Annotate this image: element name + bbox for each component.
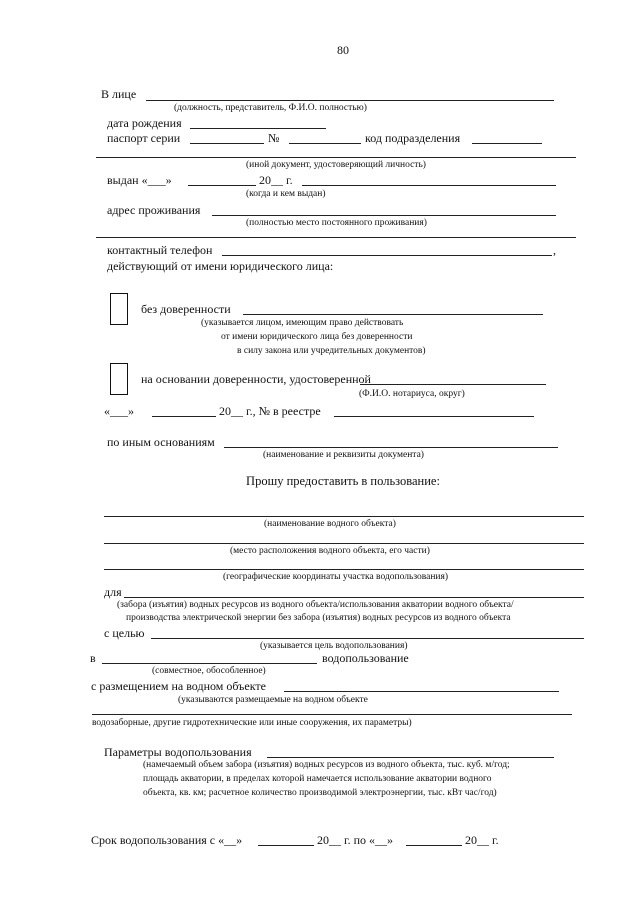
- issued-label: выдан «___»: [107, 173, 172, 187]
- poa-date-field[interactable]: [152, 416, 216, 417]
- coords-field[interactable]: [104, 569, 584, 570]
- purpose-field[interactable]: [124, 597, 584, 598]
- with-poa-label: на основании доверенности, удостоверенной: [141, 372, 371, 386]
- usage-label: водопользование: [322, 651, 409, 665]
- no-poa-checkbox[interactable]: [110, 293, 128, 325]
- with-poa-checkbox[interactable]: [110, 363, 128, 395]
- page-number: 80: [337, 43, 349, 57]
- phone-comma: ,: [553, 243, 556, 257]
- water-body-hint: (наименование водного объекта): [264, 519, 396, 529]
- coords-hint: (географические координаты участка водопользования): [223, 572, 449, 582]
- goal-hint: (указывается цель водопользования): [260, 641, 408, 651]
- no-poa-hint-2: от имени юридического лица без доверенности: [221, 332, 413, 342]
- poa-date-open: «___»: [104, 404, 134, 418]
- goal-field[interactable]: [151, 638, 584, 639]
- params-hint-1: (намечаемый объем забора (изъятия) водных ресурсов из водного объекта, тыс. куб. м/год;: [143, 760, 510, 770]
- registry-field[interactable]: [334, 416, 534, 417]
- params-hint-2: площадь акватории, в пределах которой намечается использование акватории водного: [143, 774, 492, 784]
- other-grounds-hint: (наименование и реквизиты документа): [263, 450, 424, 460]
- other-grounds-field[interactable]: [224, 447, 558, 448]
- placement-field-2[interactable]: [92, 714, 572, 715]
- location-field[interactable]: [104, 543, 584, 544]
- in-person-field[interactable]: [146, 100, 554, 101]
- usage-type-field[interactable]: [102, 663, 317, 664]
- registry-label: 20__ г., № в реестре: [219, 404, 321, 418]
- issued-month-field[interactable]: [188, 185, 256, 186]
- term-label: Срок водопользования с «__»: [91, 833, 243, 847]
- acting-label: действующий от имени юридического лица:: [107, 259, 334, 273]
- with-poa-field[interactable]: [360, 384, 546, 385]
- phone-label: контактный телефон: [107, 243, 213, 257]
- term-to-field[interactable]: [406, 845, 462, 846]
- issued-hint: (когда и кем выдан): [246, 189, 326, 199]
- no-poa-label: без доверенности: [141, 302, 231, 316]
- passport-series-label: паспорт серии: [107, 131, 181, 145]
- address-field-2[interactable]: [96, 237, 576, 238]
- params-field[interactable]: [267, 757, 554, 758]
- term-year-from: 20__ г. по «__»: [317, 833, 393, 847]
- issued-year: 20__ г.: [259, 173, 293, 187]
- address-label: адрес проживания: [107, 203, 201, 217]
- in-person-label: В лице: [101, 87, 137, 101]
- address-field[interactable]: [212, 215, 556, 216]
- phone-field[interactable]: [222, 255, 552, 256]
- no-poa-hint-3: в силу закона или учредительных документов): [237, 346, 426, 356]
- issued-by-field[interactable]: [302, 185, 556, 186]
- no-poa-hint-1: (указывается лицом, имеющим право действовать: [201, 318, 404, 328]
- purpose-hint-1: (забора (изъятия) водных ресурсов из водного объекта/использования акватории водного объекта/: [117, 600, 514, 610]
- passport-number-field[interactable]: [289, 143, 361, 144]
- in-label: в: [90, 651, 96, 665]
- birth-date-label: дата рождения: [107, 116, 182, 130]
- goal-label: с целью: [104, 626, 145, 640]
- params-hint-3: объекта, кв. км; расчетное количество производимой электроэнергии, тыс. кВт час/год): [143, 788, 497, 798]
- no-poa-field[interactable]: [243, 314, 543, 315]
- other-doc-hint: (иной документ, удостоверяющий личность): [246, 160, 426, 170]
- other-doc-field[interactable]: [96, 157, 576, 158]
- other-grounds-label: по иным основаниям: [107, 435, 215, 449]
- placement-label: с размещением на водном объекте: [91, 679, 266, 693]
- placement-field[interactable]: [284, 691, 559, 692]
- dept-code-field[interactable]: [472, 143, 542, 144]
- placement-hint-2: водозаборные, другие гидротехнические или иные сооружения, их параметры): [92, 718, 412, 728]
- notary-hint: (Ф.И.О. нотариуса, округ): [359, 389, 465, 399]
- for-label: для: [104, 585, 122, 599]
- term-year-to: 20__ г.: [465, 833, 499, 847]
- in-person-hint: (должность, представитель, Ф.И.О. полностью): [174, 103, 367, 113]
- usage-hint: (совместное, обособленное): [152, 666, 266, 676]
- water-body-field[interactable]: [104, 516, 584, 517]
- dept-code-label: код подразделения: [365, 131, 461, 145]
- passport-series-field[interactable]: [190, 143, 264, 144]
- purpose-hint-2: производства электрической энергии без забора (изъятия) водных ресурсов из водного объекта: [126, 613, 511, 623]
- address-hint: (полностью место постоянного проживания): [246, 218, 427, 228]
- params-label: Параметры водопользования: [104, 745, 252, 759]
- placement-hint-1: (указываются размещаемые на водном объекте: [178, 695, 368, 705]
- term-from-field[interactable]: [258, 845, 314, 846]
- passport-number-sign: №: [268, 131, 280, 145]
- location-hint: (место расположения водного объекта, его части): [230, 546, 430, 556]
- birth-date-field[interactable]: [190, 128, 326, 129]
- request-heading: Прошу предоставить в пользование:: [246, 474, 440, 488]
